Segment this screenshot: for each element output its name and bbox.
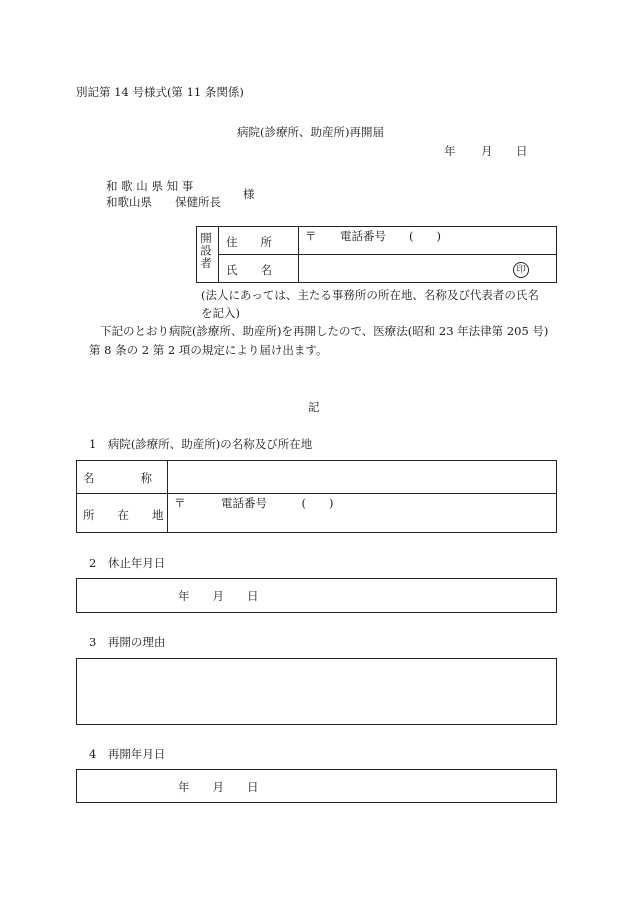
suspension-date-box[interactable] <box>76 578 557 613</box>
section1-heading: 1 病院(診療所、助産所)の名称及び所在地 <box>89 437 313 451</box>
reopening-reason-box[interactable] <box>76 658 557 725</box>
founder-label: 開設者 <box>199 232 213 270</box>
addressee-health-center: 和歌山県 保健所長 <box>106 195 221 209</box>
reopening-date-box[interactable] <box>76 769 557 803</box>
reopening-date-text: 年 月 日 <box>178 780 259 794</box>
facility-postal-mark[interactable]: 〒 <box>174 496 186 510</box>
founder-address-label: 住 所 <box>226 235 272 249</box>
document-title: 病院(診療所、助産所)再開届 <box>237 125 384 139</box>
section2-heading: 2 休止年月日 <box>89 556 166 570</box>
date-day: 日 <box>516 144 528 158</box>
founder-postal-mark[interactable]: 〒 <box>305 229 317 243</box>
body-text-line1: 下記のとおり病院(診療所、助産所)を再開したので、医療法(昭和 23 年法律第 205 号) <box>100 324 549 338</box>
body-text-line2: 第 8 条の 2 第 2 項の規定により届け出ます。 <box>89 343 328 357</box>
section3-heading: 3 再開の理由 <box>89 635 166 649</box>
corporate-note-line1: (法人にあっては、主たる事務所の所在地、名称及び代表者の氏名 <box>201 288 539 302</box>
seal-mark: 印 <box>513 262 529 278</box>
suspension-date-text: 年 月 日 <box>178 589 259 603</box>
date-year: 年 <box>444 144 456 158</box>
founder-phone-label[interactable]: 電話番号 ( ) <box>340 229 441 243</box>
facility-name-label: 名 称 <box>83 471 152 485</box>
addressee-honorific: 様 <box>243 187 255 201</box>
founder-name-label: 氏 名 <box>226 263 272 277</box>
facility-name-field[interactable] <box>168 461 556 492</box>
facility-phone-label[interactable]: 電話番号 ( ) <box>221 496 334 510</box>
facility-location-label: 所 在 地 <box>83 508 164 522</box>
ki-heading: 記 <box>308 400 320 414</box>
section4-heading: 4 再開年月日 <box>89 747 166 761</box>
date-month: 月 <box>481 144 493 158</box>
addressee-governor: 和 歌 山 県 知 事 <box>106 179 194 193</box>
form-reference: 別記第 14 号様式(第 11 条関係) <box>76 85 244 99</box>
corporate-note-line2: を記入) <box>201 306 240 320</box>
